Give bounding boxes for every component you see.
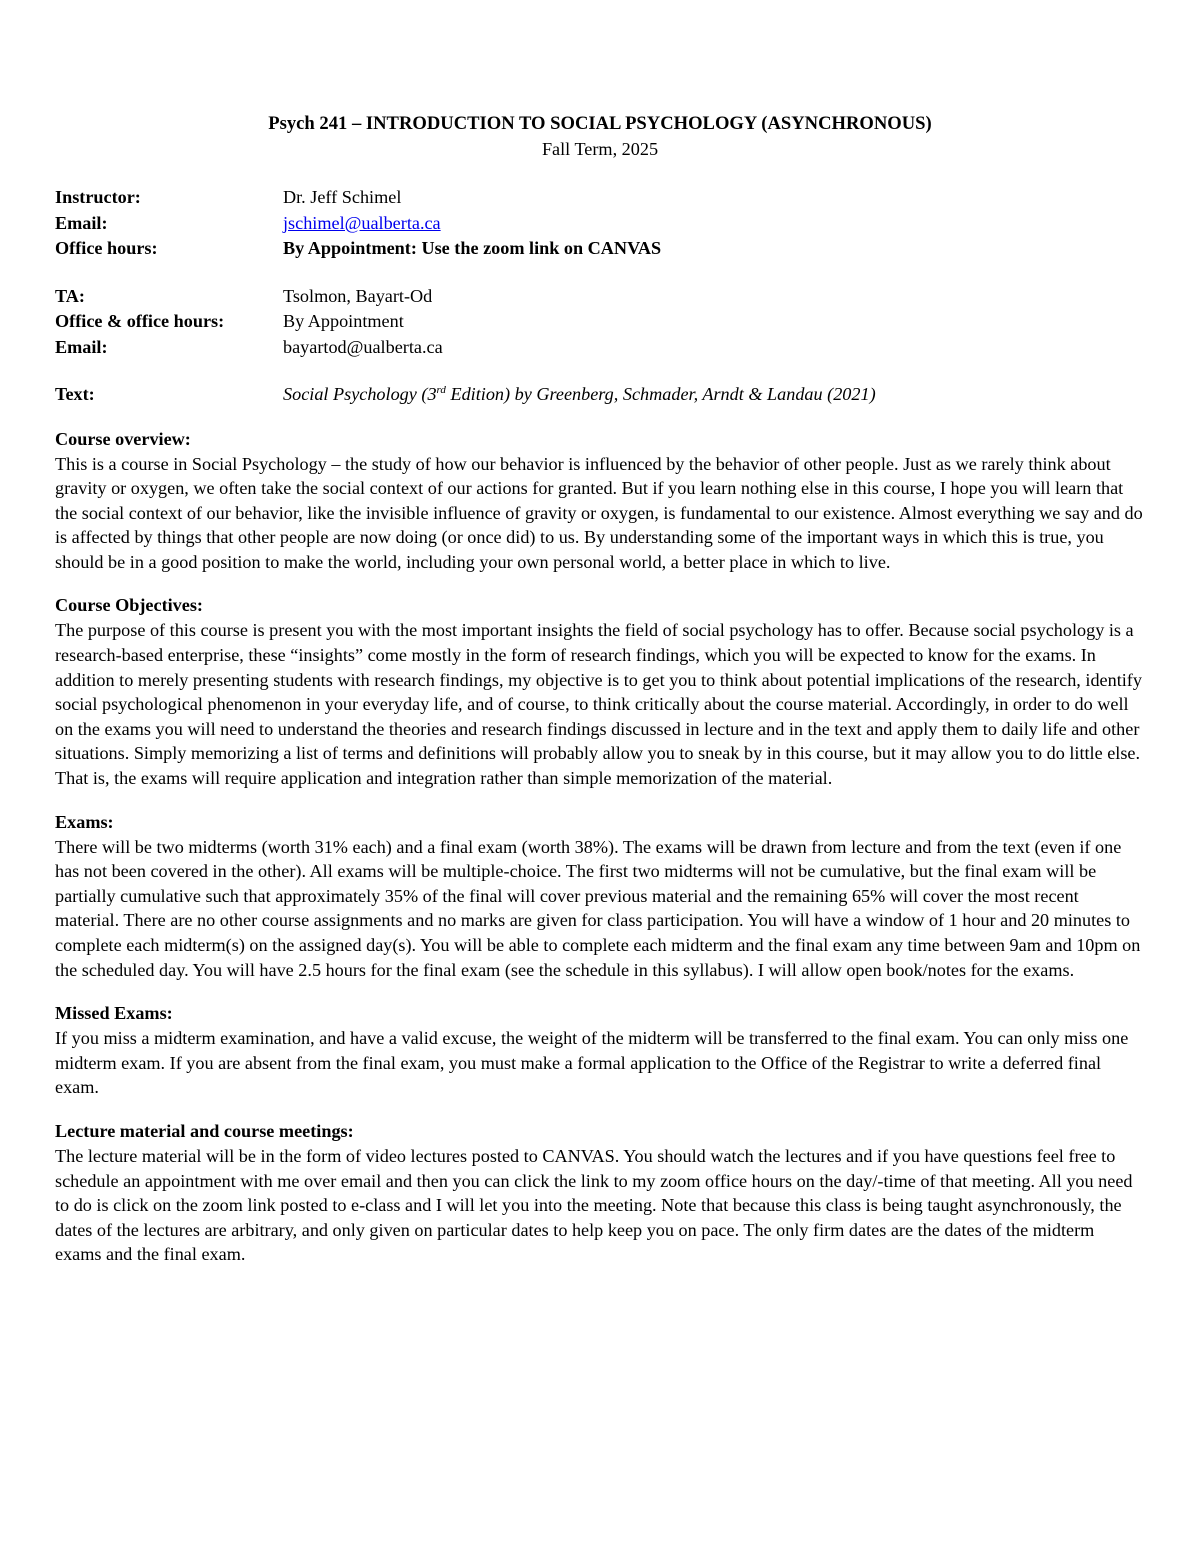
section-body: The lecture material will be in the form of video lectures posted to CANVAS. You should watch the lectures and if you have questions feel free to schedule an appointment with me over email and then you can click the link to my zoom office hours on the day/-time of that meeting. All you need to do is click on the zoom link posted to e-class and I will let you into the meeting. Note that because this class is being taught asynchronously, the dates of the lectures are arbitrary, and only given on particular dates to help keep you on pace. The only firm dates are the dates of the midterm exams and the final exam. xyxy=(55,1145,1133,1265)
ta-block xyxy=(55,284,1145,361)
section-heading: Course Objectives: xyxy=(55,595,203,616)
ta-email-row xyxy=(55,335,1145,361)
textbook-authors-part: Edition) by Greenberg, Schmader, Arndt & Landau (2021) xyxy=(445,384,876,404)
section-course-objectives xyxy=(55,592,1145,790)
instructor-name: Dr. Jeff Schimel xyxy=(283,187,402,207)
edition-superscript: rd xyxy=(436,383,446,396)
instructor-email-link[interactable]: jschimel@ualberta.ca xyxy=(283,212,441,233)
section-course-overview xyxy=(55,426,1145,575)
section-heading: Exams: xyxy=(55,811,114,832)
ta-office-label: Office & office hours: xyxy=(55,311,225,331)
syllabus-page xyxy=(55,112,1145,1267)
textbook-title-part: Social Psychology (3 xyxy=(283,384,437,404)
section-heading: Course overview: xyxy=(55,428,191,449)
ta-email-value: bayartod@ualberta.ca xyxy=(283,336,443,357)
section-lecture-material xyxy=(55,1118,1145,1267)
title-block xyxy=(55,112,1145,162)
spacer xyxy=(55,360,1145,382)
ta-name: Tsolmon, Bayart-Od xyxy=(283,285,433,306)
section-heading: Missed Exams: xyxy=(55,1003,173,1024)
ta-office-value: By Appointment xyxy=(283,311,404,331)
instructor-label: Instructor: xyxy=(55,187,141,207)
course-term: Fall Term, 2025 xyxy=(541,139,659,159)
instructor-block xyxy=(55,185,1145,262)
spacer xyxy=(55,262,1145,284)
instructor-row xyxy=(55,185,1145,211)
text-label: Text: xyxy=(55,384,95,404)
textbook-citation xyxy=(283,382,1145,408)
instructor-email-row xyxy=(55,211,1145,237)
section-heading: Lecture material and course meetings: xyxy=(55,1120,354,1141)
ta-label: TA: xyxy=(55,285,85,306)
text-row xyxy=(55,382,1145,408)
section-body: This is a course in Social Psychology – the study of how our behavior is influenced by the behavior of other people. Just as we rarely think about gravity or oxygen, we often take the social context of our actions for granted. But if you learn nothing else in this course, I hope you will learn that the social context of our behavior, like the invisible influence of gravity or oxygen, is fundamental to our existence. Almost everything we say and do is affected by things that other people are now doing (or once did) to us. By understanding some of the important ways in which this is true, you should be in a good position to make the world, including your own personal world, a better place in which to live. xyxy=(55,453,1143,572)
ta-row xyxy=(55,284,1145,310)
office-hours-label: Office hours: xyxy=(55,238,158,258)
instructor-email-label: Email: xyxy=(55,212,108,233)
ta-office-row xyxy=(55,309,1145,335)
ta-email-label: Email: xyxy=(55,336,108,357)
section-exams xyxy=(55,809,1145,983)
course-title: Psych 241 – INTRODUCTION TO SOCIAL PSYCHOLOGY (ASYNCHRONOUS) xyxy=(268,113,932,134)
section-body: The purpose of this course is present you with the most important insights the field of social psychology has to offer. Because social psychology is a research-based enterprise, these “insights” come mostly in the form of research findings, which you will be expected to know for the exams. In addition to merely presenting students with research findings, my objective is to get you to think about potential implications of the research, identify social psychological phenomenon in your everyday life, and of course, to think critically about the course material. Accordingly, in order to do well on the exams you will need to understand the theories and research findings discussed in lecture and in the text and apply them to daily life and other situations. Simply memorizing a list of terms and definitions will probably allow you to sneak by in this course, but it may allow you to do little else. That is, the exams will require application and integration rather than simple memorization of the material. xyxy=(55,620,1142,789)
section-missed-exams xyxy=(55,1000,1145,1100)
office-hours-row xyxy=(55,236,1145,262)
section-body: There will be two midterms (worth 31% each) and a final exam (worth 38%). The exams will be drawn from lecture and from the text (even if one has not been covered in the other). All exams will be multiple-choice. The first two midterms will not be cumulative, but the final exam will be partially cumulative such that approximately 35% of the final will cover previous material and the remaining 65% will cover the most recent material. There are no other course assignments and no marks are given for class participation. You will have a window of 1 hour and 20 minutes to complete each midterm(s) on the assigned day(s). You will be able to complete each midterm and the final exam any time between 9am and 10pm on the scheduled day. You will have 2.5 hours for the final exam (see the schedule in this syllabus). I will allow open book/notes for the exams. xyxy=(55,836,1141,980)
section-body: If you miss a midterm examination, and have a valid excuse, the weight of the midterm will be transferred to the final exam. You can only miss one midterm exam. If you are absent from the final exam, you must make a formal application to the Office of the Registrar to write a deferred final exam. xyxy=(55,1028,1129,1098)
office-hours-value: By Appointment: Use the zoom link on CANVAS xyxy=(283,238,662,258)
